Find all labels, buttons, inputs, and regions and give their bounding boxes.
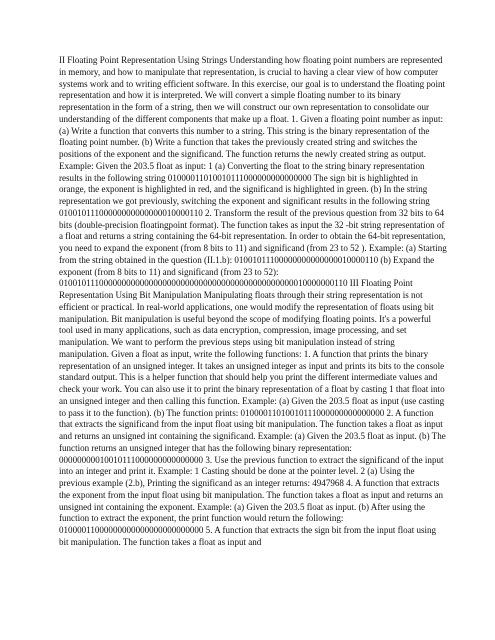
document-page <box>59 55 447 549</box>
document-body-text: II Floating Point Representation Using Strings Understanding how floating point numbers are represented in memory, and how to manipulate that representation, is crucial to having a clear view of how computer systems work and to writing efficient software. In this exercise, our goal is to understand the floating point representation and how it is interpreted. We will convert a simple floating number to its binary representation in the form of a string, then we will construct our own representation to consolidate our understanding of the different components that make up a float. 1. Given a floating point number as input: (a) Write a function that converts this number to a string. This string is the binary representation of the floating point number. (b) Write a function that takes the previously created string and switches the positions of the exponent and the significand. The function returns the newly created string as output. Example: Given the 203.5 float as input: 1 (a) Converting the float to the string binary representation results in the following string 01000011010010111000000000000000 The sign bit is highlighted in orange, the exponent is highlighted in red, and the significand is highlighted in green. (b) In the string representation we got previously, switching the exponent and significant results in the following string 01001011100000000000000010000110 2. Transform the result of the previous question from 32 bits to 64 bits (double-precision floatingpoint format). The function takes as input the 32 -bit string representation of a float and returns a string containing the 64-bit representation. In order to obtain the 64-bit representation, you need to expand the exponent (from 8 bits to 11) and significand (from 23 to 52 ). Example: (a) Starting from the string obtained in the question (II.1.b): 01001011100000000000000010000110 (b) Expand the exponent (from 8 bits to 11) and significand (from 23 to 52): 0100101110000000000000000000000000000000000000000000010000000110 III Floating Point Representation Using Bit Manipulation Manipulating floats through their string representation is not efficient or practical. In real-world applications, one would modify the representation of floats using bit manipulation. Bit manipulation is useful beyond the scope of modifying floating points. It's a powerful tool used in many applications, such as data encryption, compression, image processing, and set manipulation. We want to perform the previous steps using bit manipulation instead of string manipulation. Given a float as input, write the following functions: 1. A function that prints the binary representation of an unsigned integer. It takes an unsigned integer as input and prints its bits to the console standard output. This is a helper function that should help you print the different intermediate values and check your work. You can also use it to print the binary representation of a float by casting 1 that float into an unsigned integer and then calling this function. Example: (a) Given the 203.5 float as input (use casting to pass it to the function). (b) The function prints: 01000011010010111000000000000000 2. A function that extracts the significand from the input float using bit manipulation. The function takes a float as input and returns an unsigned int containing the significand. Example: (a) Given the 203.5 float as input. (b) The function returns an unsigned integer that has the following binary representation: 00000000010010111000000000000000 3. Use the previous function to extract the significand of the input into an integer and print it. Example: 1 Casting should be done at the pointer level. 2 (a) Using the previous example (2.b), Printing the significand as an integer returns: 4947968 4. A function that extracts the exponent from the input float using bit manipulation. The function takes a float as input and returns an unsigned int containing the exponent. Example: (a) Given the 203.5 float as input. (b) After using the function to extract the exponent, the print function would return the following: 01000011000000000000000000000000 5. A function that extracts the sign bit from the input float using bit manipulation. The function takes a float as input and <box>59 55 447 547</box>
